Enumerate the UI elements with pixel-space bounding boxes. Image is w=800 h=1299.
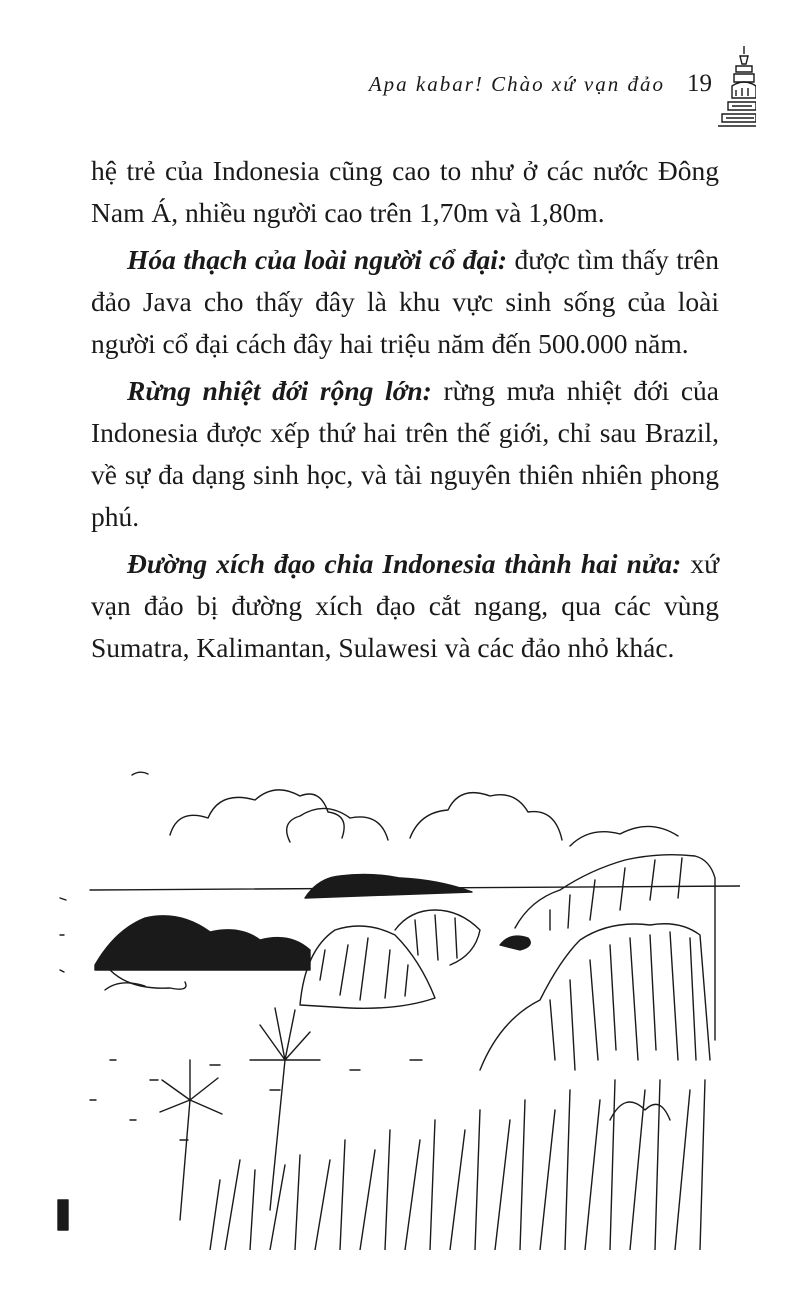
body-text xyxy=(91,150,719,674)
water-ripples xyxy=(90,1060,422,1140)
palm-tree-right xyxy=(250,1008,320,1210)
paragraph-rainforest xyxy=(91,370,719,538)
cloud-left xyxy=(170,790,344,838)
shrub xyxy=(610,1102,670,1120)
cloud-edge xyxy=(570,826,678,846)
bird-icon xyxy=(132,772,148,775)
left-island xyxy=(95,916,310,970)
paragraph-term: Hóa thạch của loài người cổ đại: xyxy=(127,244,507,275)
paragraph-text: được tìm thấy trên đảo Java cho thấy đây là khu vực sinh sống của loài người cổ đại cách đây hai triệu năm đến 500.000 năm. xyxy=(91,244,719,359)
palm-tree-left xyxy=(160,1060,222,1220)
paragraph-term: Rừng nhiệt đới rộng lớn: xyxy=(127,375,432,406)
cloud-middle xyxy=(287,808,388,842)
paragraph-text: hệ trẻ của Indonesia cũng cao to như ở các nước Đông Nam Á, nhiều người cao trên 1,70m và 1,80m. xyxy=(91,155,719,228)
grass xyxy=(210,1080,705,1250)
right-cliffs xyxy=(515,855,715,1040)
paragraph-text: rừng mưa nhiệt đới của Indonesia được xếp thứ hai trên thế giới, chỉ sau Brazil, về sự đa dạng sinh học, và tài nguyên thiên nhiên phong phú. xyxy=(91,375,719,532)
paragraph-fossils xyxy=(91,239,719,365)
small-rock xyxy=(500,936,530,950)
island-landscape-illustration xyxy=(50,760,740,1250)
paragraph-text: xứ vạn đảo bị đường xích đạo cắt ngang, qua các vùng Sumatra, Kalimantan, Sulawesi và các đảo nhỏ khác. xyxy=(91,548,719,663)
paragraph-term: Đường xích đạo chia Indonesia thành hai nửa: xyxy=(127,548,682,579)
left-edge-block xyxy=(58,1200,68,1230)
stupa-icon xyxy=(716,44,756,130)
running-title: Apa kabar! Chào xứ vạn đảo xyxy=(368,72,665,96)
running-header xyxy=(369,70,712,106)
cloud-right xyxy=(410,793,562,840)
distant-island xyxy=(305,874,472,898)
page-number: 19 xyxy=(687,70,712,97)
paragraph-equator xyxy=(91,543,719,669)
paragraph-continuation xyxy=(91,150,719,234)
